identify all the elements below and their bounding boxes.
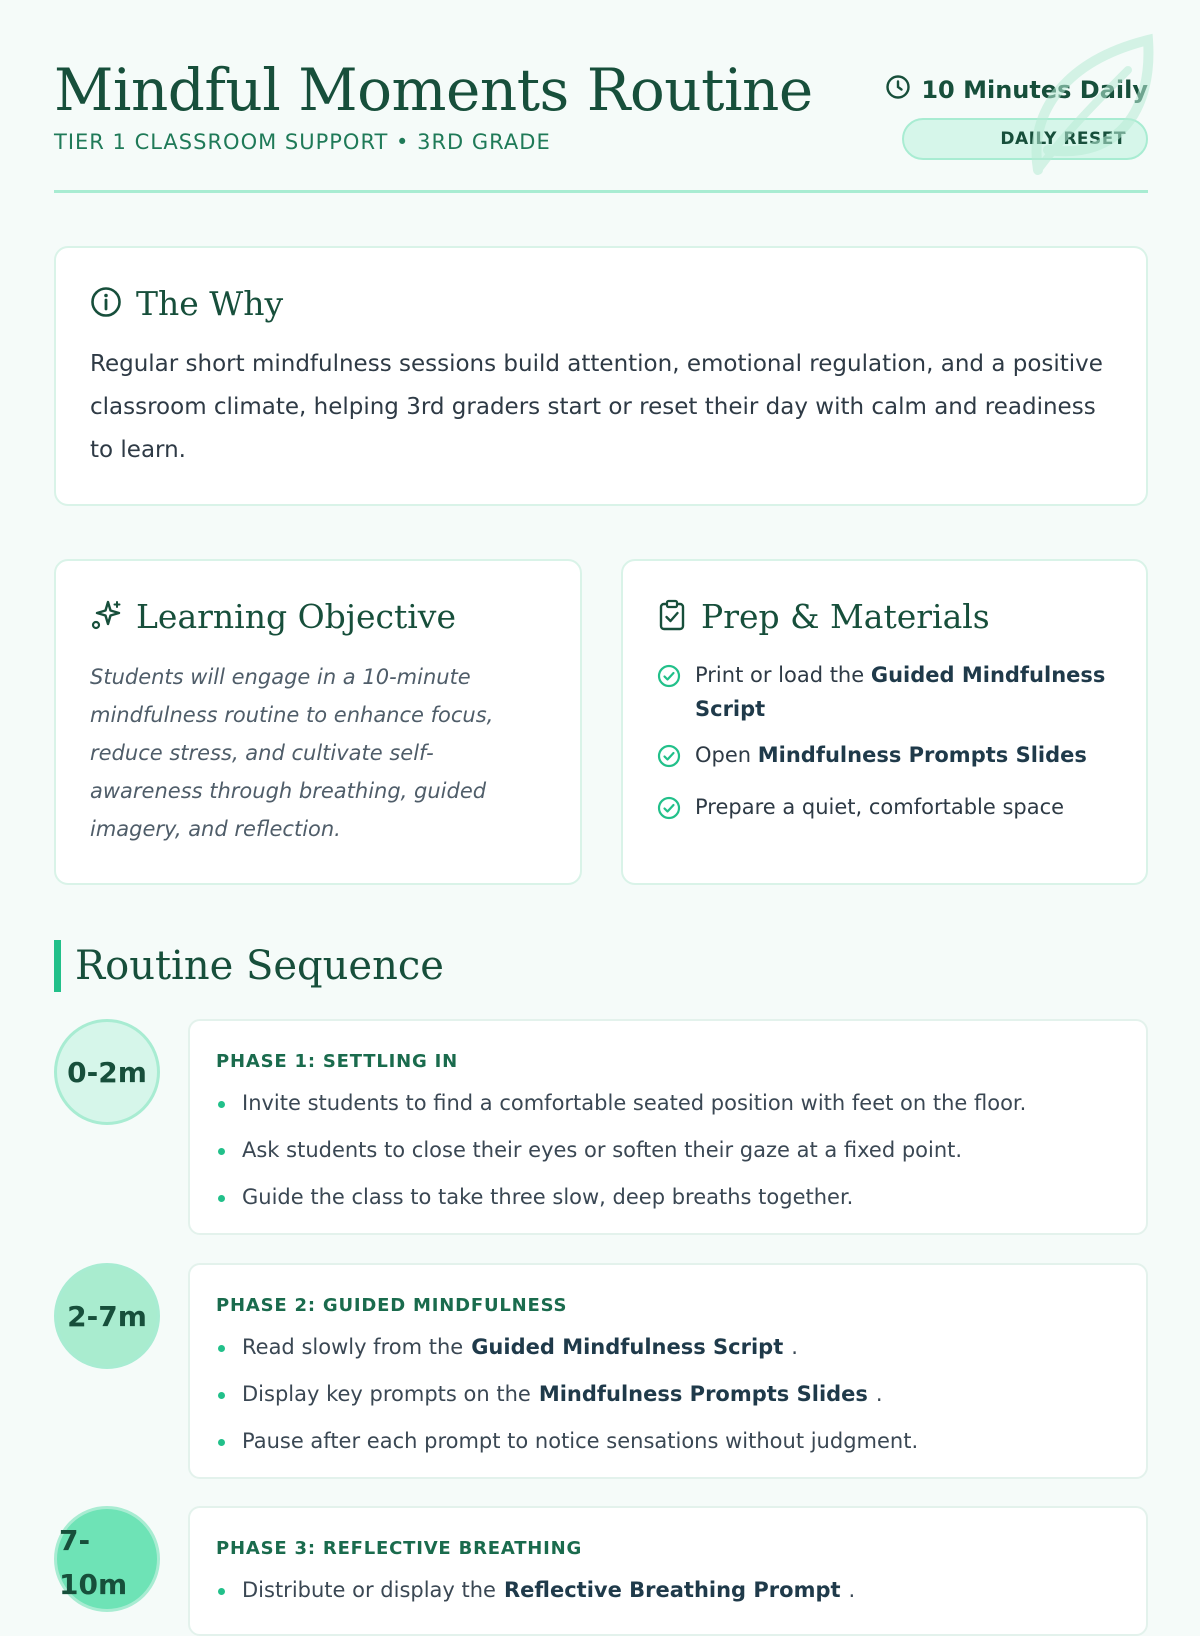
why-title: The Why <box>136 284 284 323</box>
phase-time-badge: 0-2m <box>54 1019 160 1125</box>
sparkle-icon <box>90 599 122 635</box>
why-card-header <box>90 284 1112 323</box>
phase-step: Invite students to find a comfortable seated position with feet on the floor. <box>216 1080 1120 1127</box>
clock-icon <box>885 74 911 106</box>
prep-item-text: Prepare a quiet, comfortable space <box>695 795 1065 819</box>
prep-item <box>657 790 1112 830</box>
prep-item-text: Open Mindfulness Prompts Slides <box>695 743 1087 767</box>
phase-step: Distribute or display the Reflective Breathing Prompt . <box>216 1567 1120 1614</box>
why-text: Regular short mindfulness sessions build attention, emotional regulation, and a positive classroom climate, helping 3rd graders start or reset their day with calm and readiness to learn. <box>90 351 1103 463</box>
daily-reset-badge: DAILY RESET <box>902 118 1148 160</box>
why-card <box>54 246 1148 506</box>
phase-steps <box>216 1567 1120 1614</box>
phase-card <box>188 1263 1148 1479</box>
info-icon <box>90 286 122 322</box>
phase-title: PHASE 3: REFLECTIVE BREATHING <box>216 1538 583 1559</box>
page-title: Mindful Moments Routine <box>54 56 813 124</box>
phase-step: Display key prompts on the Mindfulness Prompts Slides . <box>216 1371 1120 1418</box>
page-header <box>54 0 1148 193</box>
prep-item-text: Print or load the Guided Mindfulness Script <box>695 663 1106 721</box>
prep-title: Prep & Materials <box>701 597 990 636</box>
phase-card <box>188 1019 1148 1235</box>
duration-text: 10 Minutes Daily <box>921 76 1148 104</box>
phase-step: Pause after each prompt to notice sensations without judgment. <box>216 1418 1120 1465</box>
sequence-title: Routine Sequence <box>54 940 444 992</box>
page-subtitle: TIER 1 CLASSROOM SUPPORT • 3RD GRADE <box>54 130 551 154</box>
phase-step: Ask students to close their eyes or soften their gaze at a fixed point. <box>216 1127 1120 1174</box>
prep-item <box>657 658 1112 726</box>
objective-card <box>54 559 582 885</box>
lesson-page <box>54 0 1148 1602</box>
prep-item <box>657 738 1112 778</box>
phase-step: Guide the class to take three slow, deep breaths together. <box>216 1174 1120 1221</box>
objective-card-header <box>90 597 546 636</box>
phase-title: PHASE 1: SETTLING IN <box>216 1051 458 1072</box>
check-circle-icon <box>657 796 681 830</box>
phase-time-badge: 7-10m <box>54 1506 160 1612</box>
objective-text: Students will engage in a 10-minute mindfulness routine to enhance focus, reduce stress, and cultivate self-awareness through breathing, guided imagery, and reflection. <box>90 665 494 841</box>
leaf-icon <box>1008 30 1158 184</box>
phase-time-badge: 2-7m <box>54 1263 160 1369</box>
prep-list <box>657 658 1112 830</box>
prep-card-header <box>657 597 1112 636</box>
phase-steps <box>216 1324 1120 1465</box>
phase-card <box>188 1506 1148 1636</box>
phase-step: Read slowly from the Guided Mindfulness Script . <box>216 1324 1120 1371</box>
phase-steps <box>216 1080 1120 1221</box>
phase-title: PHASE 2: GUIDED MINDFULNESS <box>216 1295 568 1316</box>
clipboard-check-icon <box>657 599 687 635</box>
check-circle-icon <box>657 664 681 698</box>
objective-title: Learning Objective <box>136 597 456 636</box>
prep-card <box>621 559 1148 885</box>
check-circle-icon <box>657 744 681 778</box>
